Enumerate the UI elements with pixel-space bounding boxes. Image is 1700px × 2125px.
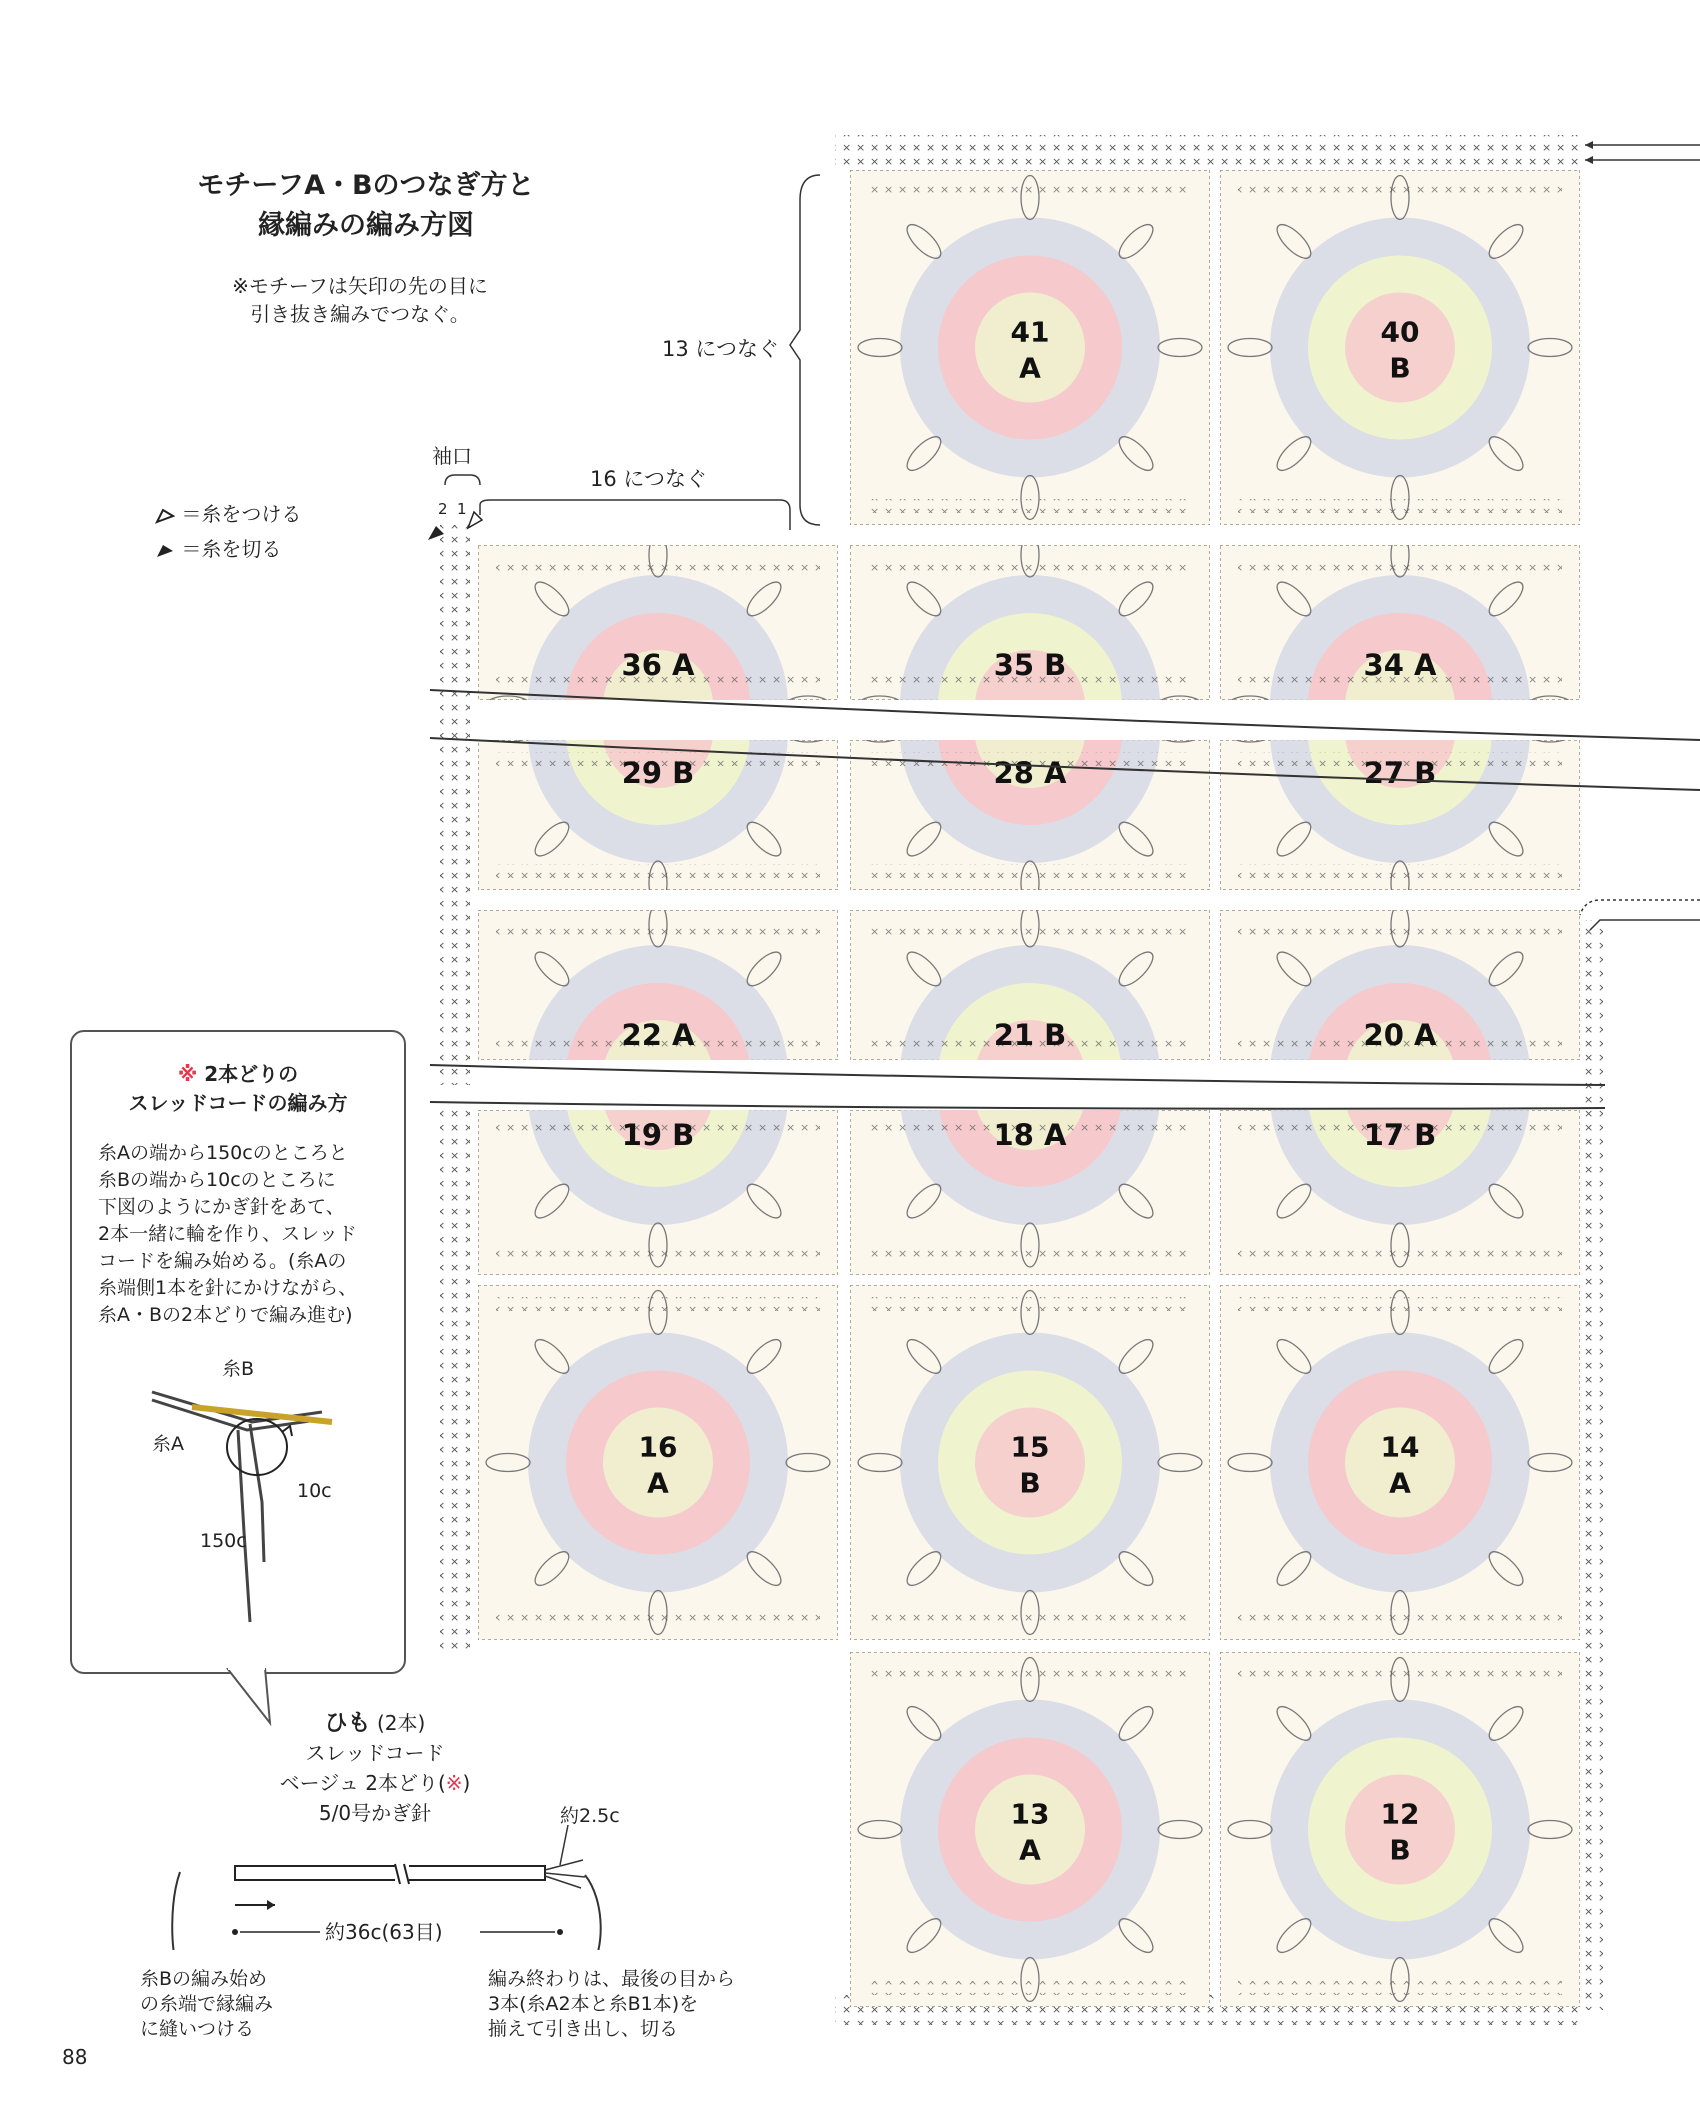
howto-line: 糸Bの端から10cのところに bbox=[98, 1169, 336, 1191]
motif-type: B bbox=[1389, 351, 1411, 385]
motif-12 bbox=[1220, 1652, 1580, 2007]
motif-label: 27 B bbox=[1363, 756, 1437, 790]
howto-line: コードを編み始める。(糸Aの bbox=[98, 1250, 347, 1272]
motif-number: 13 bbox=[1010, 1797, 1050, 1831]
edging-left-upper bbox=[440, 525, 470, 1085]
thread-cord-howto-text bbox=[98, 1140, 398, 1329]
motif-15 bbox=[850, 1285, 1210, 1640]
cord-start-line1: 糸Bの編み始め bbox=[140, 1968, 268, 1990]
join-13-bracket bbox=[790, 175, 820, 525]
len-150c-label: 150c bbox=[200, 1530, 247, 1552]
motif-14 bbox=[1220, 1285, 1580, 1640]
crochet-hook-illustration bbox=[132, 1352, 372, 1652]
join-note-line2: 引き抜き編みでつなぐ。 bbox=[250, 302, 470, 326]
sode-label: 袖口 bbox=[432, 444, 472, 468]
thread-cord-title-line1: 2本どりの bbox=[204, 1062, 299, 1086]
legend-attach-text: ＝糸をつける bbox=[181, 502, 302, 526]
motif-number: 40 bbox=[1380, 315, 1420, 349]
motif-41 bbox=[850, 170, 1210, 525]
cord-end-line1: 編み終わりは、最後の目から bbox=[488, 1968, 736, 1990]
howto-line: 糸Aの端から150cのところと bbox=[98, 1142, 348, 1164]
motif-label: 20 A bbox=[1363, 1018, 1437, 1052]
motif-type: A bbox=[1019, 1833, 1041, 1867]
join-16-label: 16 につなぐ bbox=[590, 467, 707, 491]
edging-join-arrow bbox=[1580, 900, 1700, 915]
edging-left-lower bbox=[440, 1105, 470, 1655]
cord-end-note bbox=[488, 1967, 735, 2042]
motif-label: 28 A bbox=[993, 756, 1067, 790]
motif-number: 12 bbox=[1380, 1797, 1420, 1831]
legend-cut-text: ＝糸を切る bbox=[181, 537, 282, 561]
join-13-label: 13 につなぐ bbox=[662, 337, 779, 361]
cord-section bbox=[250, 1708, 500, 1828]
edging-join-arrow bbox=[1590, 920, 1700, 930]
cord-end-line3: 揃えて引き出し、切る bbox=[488, 2018, 679, 2040]
cord-start-line3: に縫いつける bbox=[140, 2018, 255, 2040]
motif-label: 35 B bbox=[993, 648, 1067, 682]
motif-type: A bbox=[1019, 351, 1041, 385]
diagram-title-line2: 縁編みの編み方図 bbox=[258, 210, 474, 241]
motif-number: 15 bbox=[1010, 1430, 1050, 1464]
edging-top bbox=[835, 135, 1585, 165]
sode-count-2: 2 bbox=[438, 500, 448, 518]
motif-label: 18 A bbox=[993, 1118, 1067, 1152]
motif-number: 41 bbox=[1010, 315, 1050, 349]
omission-line bbox=[430, 1102, 1605, 1109]
diagram-title-line1: モチーフA・Bのつなぎ方と bbox=[197, 170, 535, 201]
motif-label: 36 A bbox=[621, 648, 695, 682]
join-note-line1: ※モチーフは矢印の先の目に bbox=[232, 274, 488, 298]
motif-number: 16 bbox=[638, 1430, 678, 1464]
howto-line: 2本一緒に輪を作り、スレッド bbox=[98, 1223, 357, 1245]
motif-16 bbox=[478, 1285, 838, 1640]
sode-bracket bbox=[445, 475, 480, 485]
cord-count: (2本) bbox=[377, 1711, 426, 1735]
edging-right bbox=[1578, 920, 1603, 2010]
page-number: 88 bbox=[62, 2045, 88, 2069]
cord-stitch: スレッドコード bbox=[305, 1741, 445, 1765]
motif-type: B bbox=[1019, 1466, 1041, 1500]
motif-label: 21 B bbox=[993, 1018, 1067, 1052]
join-16-bracket bbox=[480, 500, 790, 530]
motif-type: A bbox=[1389, 1466, 1411, 1500]
sode-count-1: 1 bbox=[457, 500, 467, 518]
cord-start-note bbox=[140, 1967, 273, 2042]
cord-start-line2: の糸端で縁編み bbox=[140, 1993, 274, 2015]
cord-yarn-close: ) bbox=[462, 1771, 471, 1795]
arrow-head bbox=[1585, 141, 1593, 149]
motif-label: 19 B bbox=[621, 1118, 695, 1152]
motif-13 bbox=[850, 1652, 1210, 2007]
thread-cord-howto-title bbox=[72, 1060, 404, 1118]
len-10c-label: 10c bbox=[297, 1480, 332, 1502]
yarn-a-label: 糸A bbox=[152, 1433, 184, 1455]
motif-number: 14 bbox=[1380, 1430, 1420, 1464]
motif-type: B bbox=[1389, 1833, 1411, 1867]
motif-label: 22 A bbox=[621, 1018, 695, 1052]
cord-yarn-mark: ※ bbox=[445, 1771, 463, 1795]
motif-grid bbox=[478, 170, 1580, 2007]
motif-label: 34 A bbox=[1363, 648, 1437, 682]
cord-title: ひも bbox=[324, 1710, 371, 1736]
yarn-b-label: 糸B bbox=[222, 1358, 255, 1380]
cord-end-line2: 3本(糸A2本と糸B1本)を bbox=[488, 1993, 699, 2015]
cord-yarn: ベージュ 2本どり( bbox=[279, 1771, 446, 1795]
arrow-head bbox=[1585, 156, 1593, 164]
thread-cord-mark: ※ bbox=[177, 1062, 198, 1086]
howto-line: 糸端側1本を針にかけながら、 bbox=[98, 1277, 358, 1299]
motif-label: 29 B bbox=[621, 756, 695, 790]
thread-cord-howto-box bbox=[70, 1030, 406, 1674]
howto-line: 下図のようにかぎ針をあて、 bbox=[98, 1196, 345, 1218]
motif-label: 17 B bbox=[1363, 1118, 1437, 1152]
howto-line: 糸A・Bの2本どりで編み進む) bbox=[98, 1304, 353, 1326]
cord-hook: 5/0号かぎ針 bbox=[318, 1801, 432, 1825]
cord-tail-length: 約2.5c bbox=[560, 1805, 620, 1827]
thread-cord-title-line2: スレッドコードの編み方 bbox=[128, 1091, 348, 1115]
motif-40 bbox=[1220, 170, 1580, 525]
omission-line bbox=[430, 1065, 1605, 1085]
motif-type: A bbox=[647, 1466, 669, 1500]
cord-length-label: 約36c(63目) bbox=[325, 1920, 443, 1944]
